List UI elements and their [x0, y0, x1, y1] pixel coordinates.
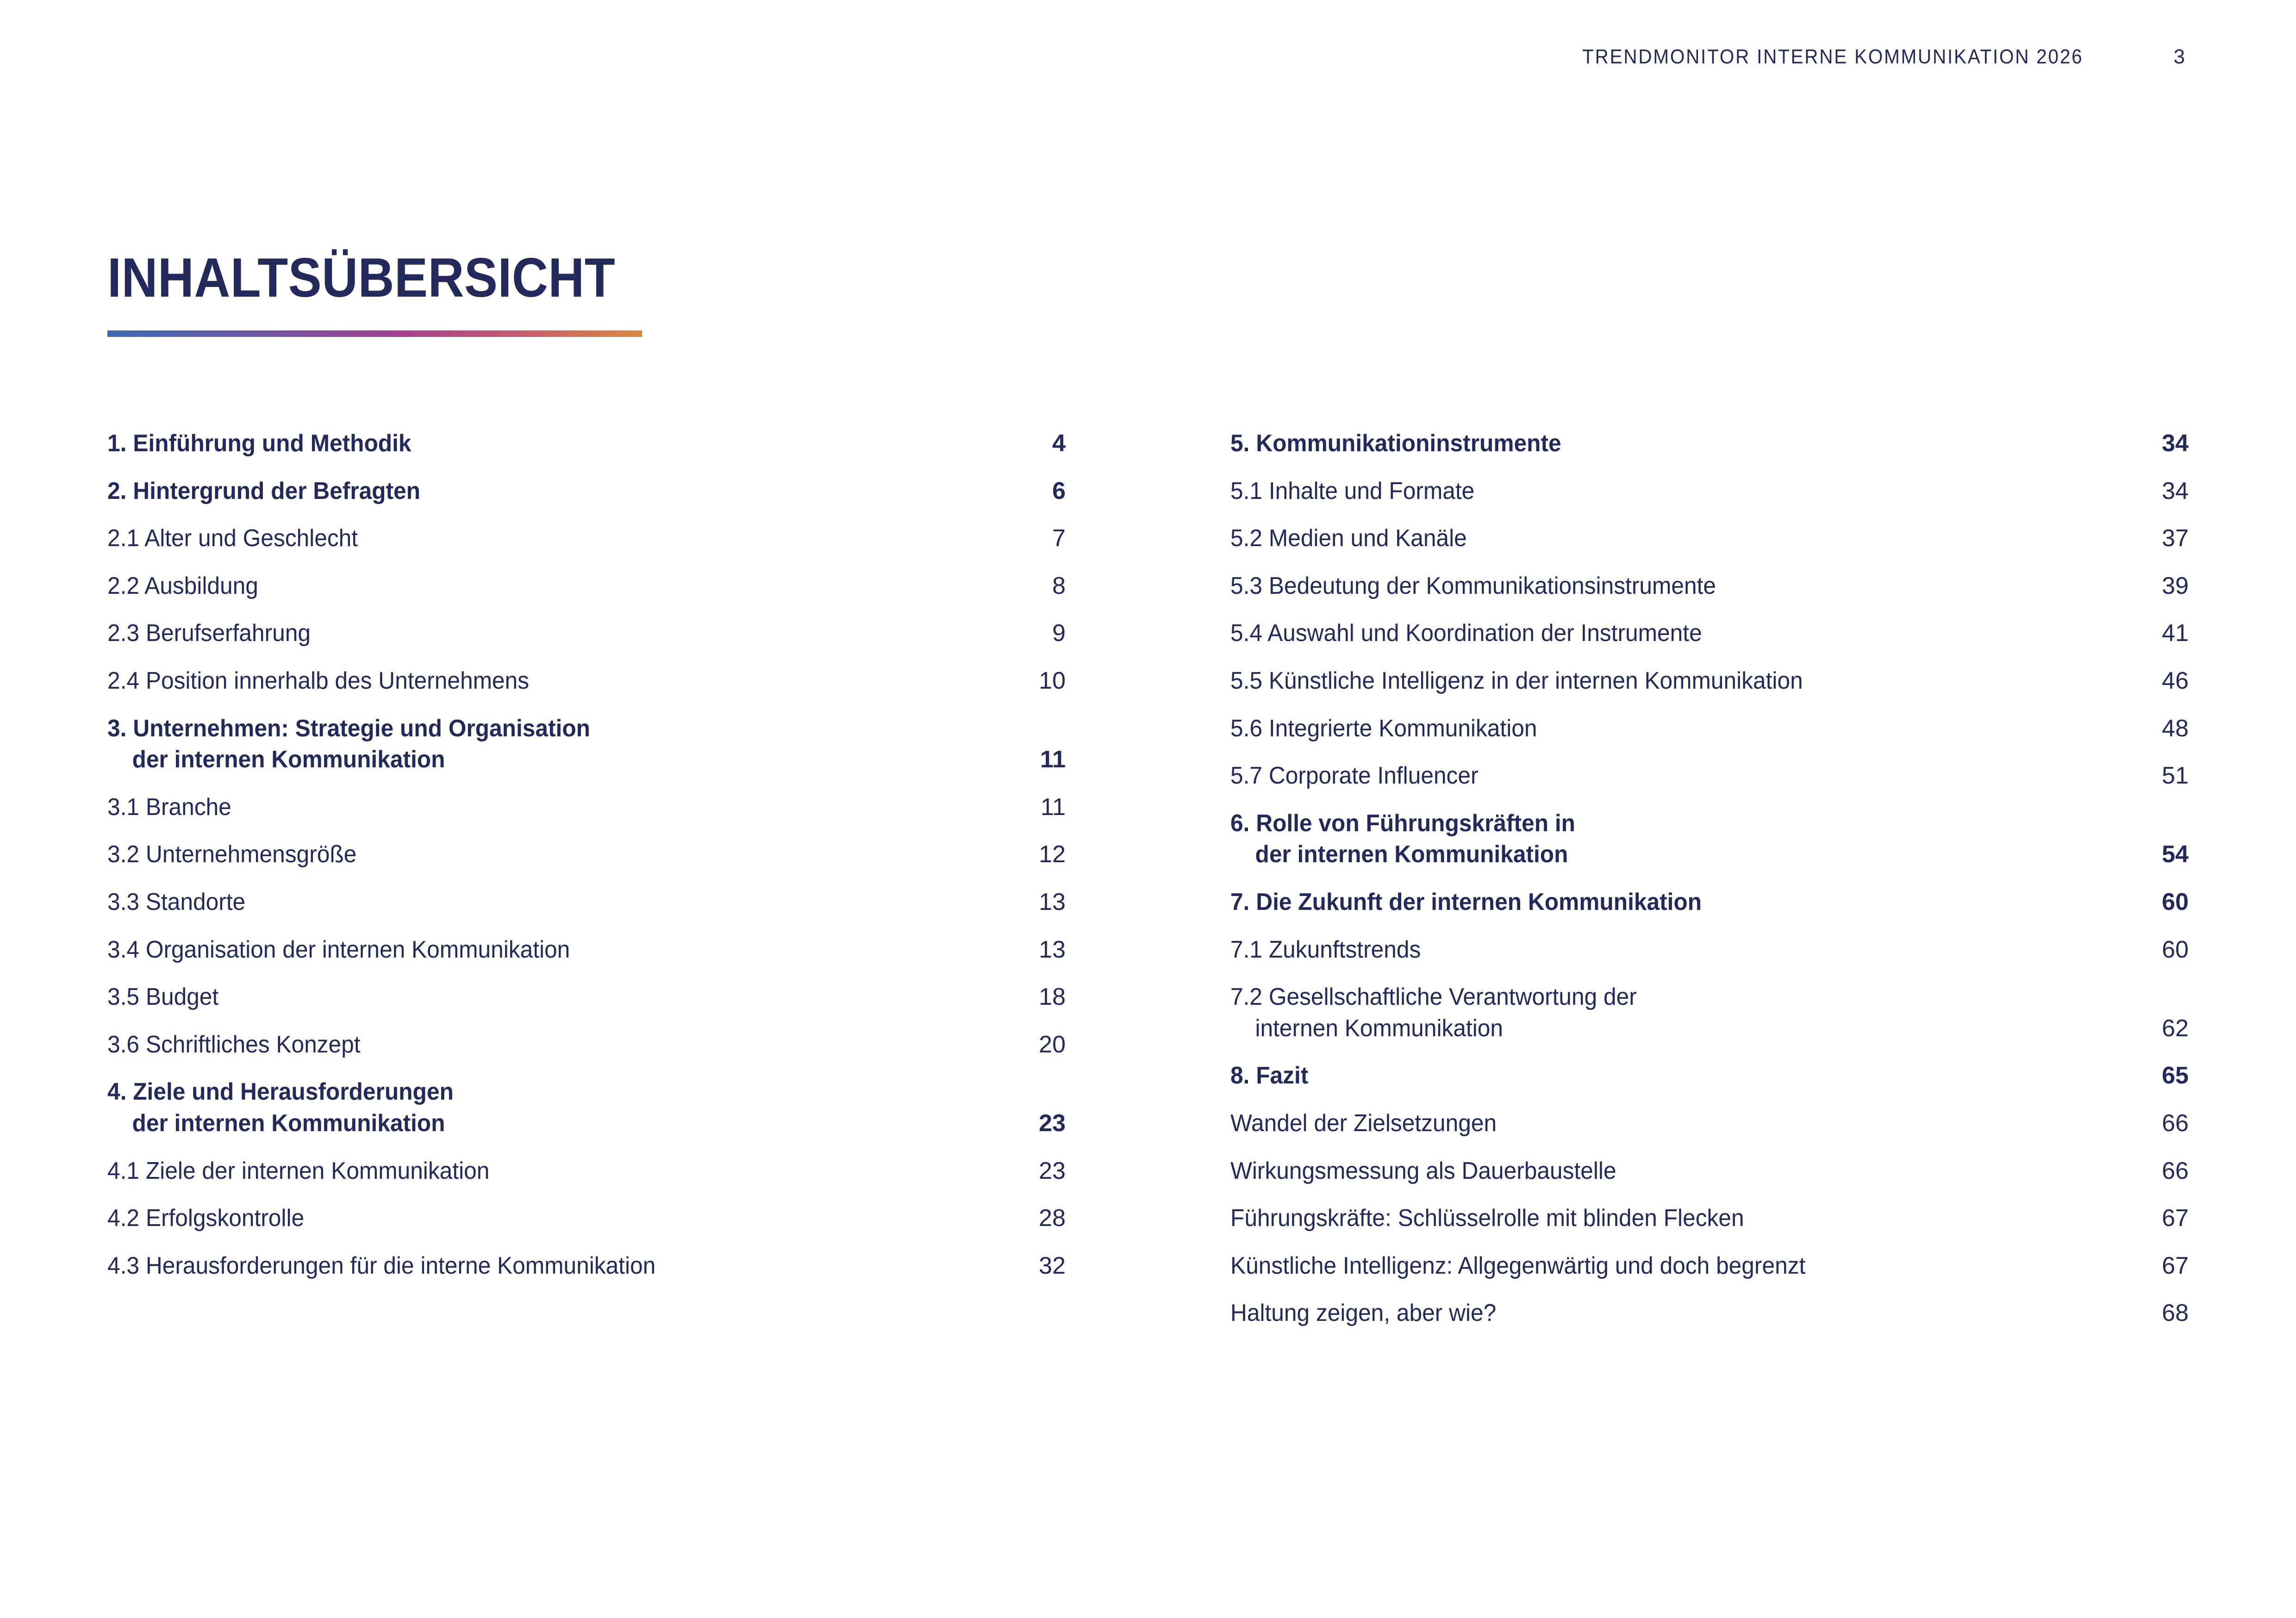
toc-entry-label: 3.2 Unternehmensgröße: [107, 841, 357, 868]
page-number: 3: [2173, 45, 2185, 68]
toc-entry-page-number: 7: [1052, 525, 1066, 552]
toc-entry-page-number: 13: [1039, 888, 1066, 915]
toc-entry-label: 4.3 Herausforderungen für die interne Kommunikation: [107, 1252, 656, 1279]
toc-entry[interactable]: [1230, 1298, 2189, 1329]
toc-entry-page-number: 32: [1039, 1252, 1066, 1279]
toc-entry-label: 5.4 Auswahl und Koordination der Instrumente: [1230, 620, 1702, 647]
toc-entry-page-number: 41: [2162, 620, 2189, 647]
toc-entry-page-number: 62: [2162, 1014, 2189, 1042]
toc-entry-page-number: 4: [1052, 430, 1066, 457]
toc-entry-label-line2: der internen Kommunikation: [132, 746, 445, 773]
table-of-contents: [107, 428, 2189, 1345]
toc-entry[interactable]: [107, 618, 1066, 649]
toc-entry-page-number: 48: [2162, 715, 2189, 742]
toc-entry-page-number: 46: [2162, 667, 2189, 694]
toc-entry-label: 1. Einführung und Methodik: [107, 430, 412, 457]
toc-entry-page-number: 60: [2162, 888, 2189, 915]
toc-entry-label-line2: der internen Kommunikation: [132, 1109, 445, 1137]
toc-entry[interactable]: [107, 982, 1066, 1013]
toc-entry[interactable]: [107, 523, 1066, 554]
toc-entry[interactable]: [1230, 934, 2189, 966]
toc-entry-label: Führungskräfte: Schlüsselrolle mit blinden Flecken: [1230, 1205, 1744, 1232]
toc-entry-label: 7.1 Zukunftstrends: [1230, 936, 1421, 963]
toc-entry-page-number: 65: [2162, 1062, 2189, 1089]
toc-entry-label: 2.1 Alter und Geschlecht: [107, 525, 358, 552]
toc-entry[interactable]: [1230, 887, 2189, 918]
toc-entry-page-number: 9: [1052, 620, 1066, 647]
toc-entry-label: 5.1 Inhalte und Formate: [1230, 477, 1475, 504]
toc-entry[interactable]: [107, 839, 1066, 871]
toc-entry-label: 5.5 Künstliche Intelligenz in der internen Kommunikation: [1230, 667, 1803, 694]
toc-entry-label: 5.7 Corporate Influencer: [1230, 762, 1479, 790]
toc-entry-page-number: 60: [2162, 936, 2189, 963]
toc-entry[interactable]: [1230, 476, 2189, 507]
toc-entry[interactable]: [107, 1251, 1066, 1282]
toc-entry-label: 3.1 Branche: [107, 793, 231, 821]
toc-entry[interactable]: [107, 666, 1066, 697]
toc-column-left: [107, 428, 1066, 1345]
toc-entry[interactable]: [1230, 428, 2189, 460]
toc-entry-label: 4.1 Ziele der internen Kommunikation: [107, 1157, 490, 1184]
toc-entry-page-number: 66: [2162, 1157, 2189, 1184]
toc-entry[interactable]: [107, 934, 1066, 966]
title-gradient-rule: [107, 330, 642, 337]
toc-entry-label: Haltung zeigen, aber wie?: [1230, 1300, 1497, 1327]
toc-entry[interactable]: [107, 1029, 1066, 1061]
toc-entry-label: Wandel der Zielsetzungen: [1230, 1109, 1497, 1137]
toc-entry-label: 5. Kommunikationinstrumente: [1230, 430, 1561, 457]
toc-entry-page-number: 6: [1052, 477, 1066, 504]
toc-entry-page-number: 23: [1039, 1157, 1066, 1184]
toc-entry-page-number: 10: [1039, 667, 1066, 694]
toc-entry[interactable]: [1230, 1156, 2189, 1187]
toc-entry[interactable]: [1230, 982, 2189, 1044]
toc-entry-label: 8. Fazit: [1230, 1062, 1309, 1089]
toc-entry-label: 5.6 Integrierte Kommunikation: [1230, 715, 1537, 742]
toc-entry-label: 3.6 Schriftliches Konzept: [107, 1031, 361, 1058]
toc-entry-page-number: 68: [2162, 1300, 2189, 1327]
toc-entry[interactable]: [1230, 523, 2189, 554]
toc-entry-label: 4.2 Erfolgskontrolle: [107, 1205, 305, 1232]
toc-entry[interactable]: [1230, 1108, 2189, 1139]
running-header-title: TRENDMONITOR INTERNE KOMMUNIKATION 2026: [1582, 45, 2083, 68]
toc-entry[interactable]: [1230, 571, 2189, 602]
toc-entry-label: 2.4 Position innerhalb des Unternehmens: [107, 667, 530, 694]
toc-entry-page-number: 67: [2162, 1252, 2189, 1279]
toc-entry-label: 5.3 Bedeutung der Kommunikationsinstrumente: [1230, 572, 1716, 599]
toc-entry-page-number: 11: [1040, 746, 1066, 773]
toc-entry-label-line2: der internen Kommunikation: [1255, 841, 1568, 868]
toc-entry[interactable]: [1230, 808, 2189, 871]
toc-entry-page-number: 54: [2162, 841, 2189, 868]
toc-entry-label: 4. Ziele und Herausforderungen der internen Kommunikation: [107, 1077, 974, 1139]
toc-entry-page-number: 23: [1039, 1109, 1066, 1137]
toc-entry[interactable]: [1230, 1060, 2189, 1092]
toc-entry-page-number: 66: [2162, 1109, 2189, 1137]
toc-entry-page-number: 51: [2162, 762, 2189, 790]
toc-entry-label: 6. Rolle von Führungskräften in der internen Kommunikation: [1230, 808, 2097, 871]
toc-entry-label: 3.3 Standorte: [107, 888, 246, 915]
toc-entry-label: Wirkungsmessung als Dauerbaustelle: [1230, 1157, 1616, 1184]
toc-entry-page-number: 37: [2162, 525, 2189, 552]
toc-entry[interactable]: [107, 428, 1066, 460]
toc-entry-page-number: 28: [1039, 1205, 1066, 1232]
toc-entry-page-number: 11: [1041, 793, 1066, 821]
toc-entry-label: 2.2 Ausbildung: [107, 572, 258, 599]
toc-entry-page-number: 18: [1039, 983, 1066, 1011]
toc-entry[interactable]: [107, 792, 1066, 823]
toc-entry-label: 5.2 Medien und Kanäle: [1230, 525, 1467, 552]
toc-entry[interactable]: [107, 887, 1066, 918]
toc-entry-page-number: 8: [1052, 572, 1066, 599]
toc-entry[interactable]: [107, 476, 1066, 507]
page-title: INHALTSÜBERSICHT: [107, 247, 616, 309]
toc-entry-label: Künstliche Intelligenz: Allgegenwärtig und doch begrenzt: [1230, 1252, 1806, 1279]
toc-entry[interactable]: [1230, 618, 2189, 649]
toc-entry-label: 3.4 Organisation der internen Kommunikation: [107, 936, 570, 963]
toc-entry-page-number: 39: [2162, 572, 2189, 599]
toc-entry[interactable]: [107, 1077, 1066, 1139]
toc-entry[interactable]: [107, 1203, 1066, 1234]
toc-entry-label: 3.5 Budget: [107, 983, 219, 1011]
toc-entry-label: 3. Unternehmen: Strategie und Organisation der internen Kommunikation: [107, 713, 974, 776]
toc-entry[interactable]: [107, 571, 1066, 602]
toc-entry[interactable]: [1230, 713, 2189, 745]
toc-entry-page-number: 34: [2162, 430, 2189, 457]
running-header: [111, 45, 2185, 73]
toc-entry-label: 7.2 Gesellschaftliche Verantwortung der internen Kommunikation: [1230, 982, 2097, 1044]
toc-entry[interactable]: [1230, 1203, 2189, 1234]
toc-entry-label: 2. Hintergrund der Befragten: [107, 477, 421, 504]
toc-entry-label: 2.3 Berufserfahrung: [107, 620, 311, 647]
toc-entry-page-number: 34: [2162, 477, 2189, 504]
toc-entry[interactable]: [107, 713, 1066, 776]
toc-entry-page-number: 13: [1039, 936, 1066, 963]
toc-entry-label-line2: internen Kommunikation: [1255, 1014, 1504, 1042]
toc-entry[interactable]: [1230, 1251, 2189, 1282]
toc-entry-page-number: 12: [1039, 841, 1066, 868]
toc-entry[interactable]: [1230, 666, 2189, 697]
toc-column-right: [1230, 428, 2189, 1345]
title-block: [107, 247, 672, 337]
toc-entry-page-number: 67: [2162, 1205, 2189, 1232]
toc-entry-page-number: 20: [1039, 1031, 1066, 1058]
toc-entry[interactable]: [1230, 760, 2189, 792]
toc-entry[interactable]: [107, 1156, 1066, 1187]
toc-entry-label: 7. Die Zukunft der internen Kommunikation: [1230, 888, 1702, 915]
